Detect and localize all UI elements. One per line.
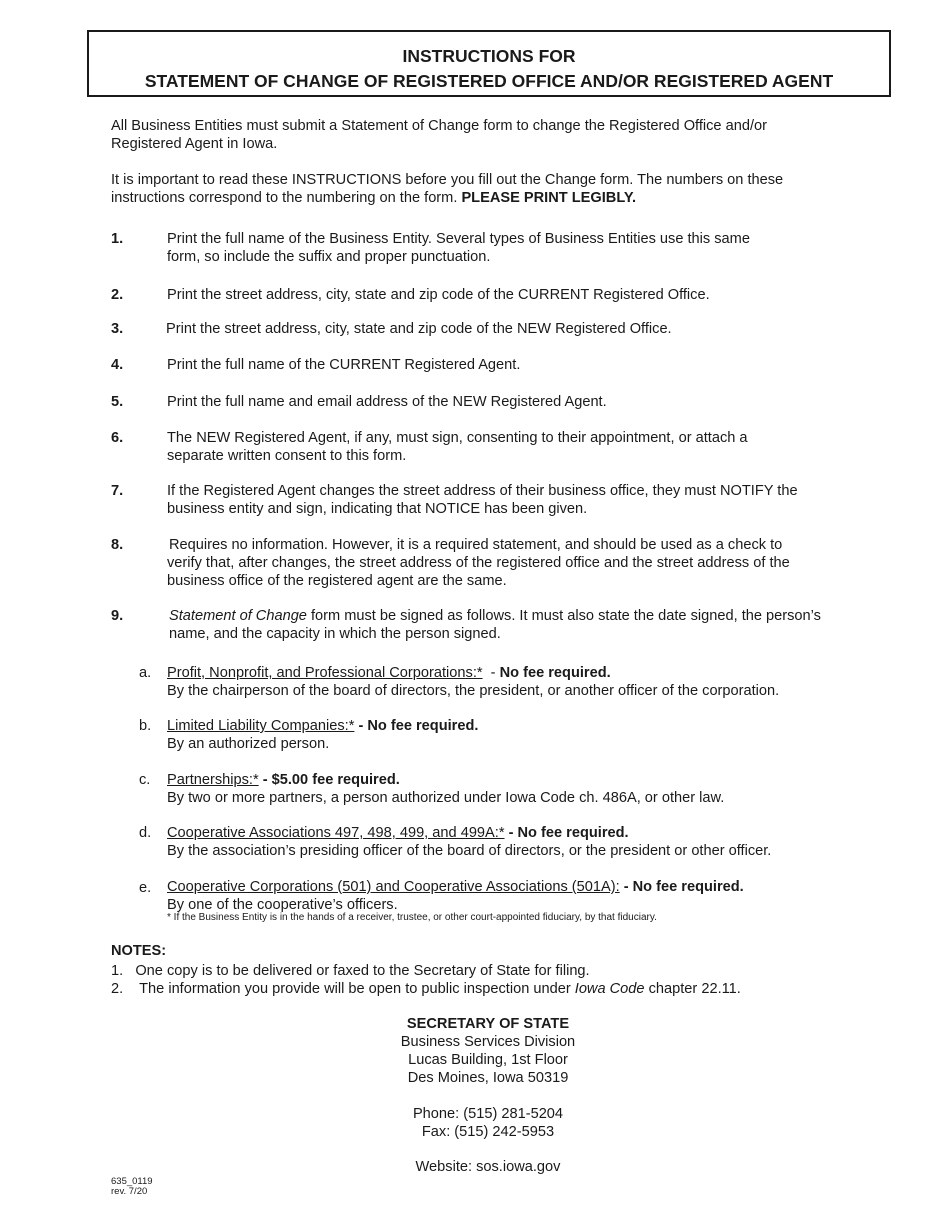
subitem-text: Cooperative Associations 497, 498, 499, and 499A:* - No fee required. By the association’s presiding officer of the board of directors, or the president or other officer. xyxy=(167,825,772,859)
notes-heading: NOTES: xyxy=(111,943,167,959)
item-number: 3. xyxy=(111,321,124,337)
form-number: 635_0119 xyxy=(111,1176,153,1187)
item-number: 4. xyxy=(111,357,124,373)
item-number: 2. xyxy=(111,287,124,303)
title-box xyxy=(87,30,891,97)
print-legibly: PLEASE PRINT LEGIBLY. xyxy=(461,190,637,206)
item-text: The NEW Registered Agent, if any, must sign, consenting to their appointment, or attach a separate written consent to this form. xyxy=(167,430,748,464)
item-text: Print the street address, city, state and zip code of the NEW Registered Office. xyxy=(166,321,672,337)
item-number: 9. xyxy=(111,608,124,624)
subitem-letter: c. xyxy=(139,772,151,788)
item-number: 6. xyxy=(111,430,124,446)
item-text: Print the full name of the CURRENT Registered Agent. xyxy=(167,357,521,373)
subitem-text: Cooperative Corporations (501) and Cooperative Associations (501A): - No fee required. By one of the cooperative’s officers. xyxy=(167,879,744,913)
contact-website: Website: sos.iowa.gov xyxy=(415,1159,561,1175)
subitem-letter: b. xyxy=(139,718,152,734)
subitem-text: Limited Liability Companies:* - No fee required. By an authorized person. xyxy=(167,718,479,752)
footnote: * If the Business Entity is in the hands of a receiver, trustee, or other court-appointed fiduciary, by that fiduciary. xyxy=(167,912,657,923)
subitem-text: Profit, Nonprofit, and Professional Corporations:* - No fee required. By the chairperson of the board of directors, the president, or another officer of the corporation. xyxy=(167,665,780,699)
title-line-2: STATEMENT OF CHANGE OF REGISTERED OFFICE AND/OR REGISTERED AGENT xyxy=(144,71,834,91)
item-text: If the Registered Agent changes the street address of their business office, they must NOTIFY the business entity and sign, indicating that NOTICE has been given. xyxy=(167,483,798,517)
title-line-1: INSTRUCTIONS FOR xyxy=(402,46,576,66)
intro-paragraph-1: All Business Entities must submit a Statement of Change form to change the Registered Office and/or Registered Agent in Iowa. xyxy=(111,118,767,152)
subitem-letter: a. xyxy=(139,665,152,681)
subitem-letter: e. xyxy=(139,880,152,896)
contact-fax: Fax: (515) 242-5953 xyxy=(421,1124,555,1140)
item-text: Requires no information. However, it is a required statement, and should be used as a check to verify that, after changes, the street address of the registered office and the street address of the business office of the registered agent are the same. xyxy=(167,537,790,589)
subitem-text: Partnerships:* - $5.00 fee required. By two or more partners, a person authorized under Iowa Code ch. 486A, or other law. xyxy=(167,772,725,806)
intro-paragraph-2: It is important to read these INSTRUCTIONS before you fill out the Change form. The numbers on these instructions correspond to the numbering on the form. PLEASE PRINT LEGIBLY. xyxy=(111,172,784,206)
item-number: 5. xyxy=(111,394,124,410)
item-number: 8. xyxy=(111,537,124,553)
item-text: Statement of Change form must be signed as follows. It must also state the date signed, the person’s name, and the capacity in which the person signed. xyxy=(169,608,821,642)
form-revision: rev. 7/20 xyxy=(111,1186,148,1197)
item-text: Print the full name of the Business Entity. Several types of Business Entities use this same form, so include the suffix and proper punctuation. xyxy=(167,231,750,265)
item-number: 1. xyxy=(111,231,124,247)
contact-city: Des Moines, Iowa 50319 xyxy=(407,1070,569,1086)
contact-division: Business Services Division xyxy=(400,1034,576,1050)
item-number: 7. xyxy=(111,483,124,499)
subitem-letter: d. xyxy=(139,825,152,841)
contact-title: SECRETARY OF STATE xyxy=(406,1016,570,1032)
note-2: 2. The information you provide will be open to public inspection under Iowa Code chapter 22.11. xyxy=(111,981,741,997)
note-1: 1. One copy is to be delivered or faxed to the Secretary of State for filing. xyxy=(111,963,590,979)
contact-building: Lucas Building, 1st Floor xyxy=(408,1052,568,1068)
contact-phone: Phone: (515) 281-5204 xyxy=(412,1106,564,1122)
item-text: Print the full name and email address of the NEW Registered Agent. xyxy=(167,394,607,410)
item-text: Print the street address, city, state and zip code of the CURRENT Registered Office. xyxy=(167,287,710,303)
